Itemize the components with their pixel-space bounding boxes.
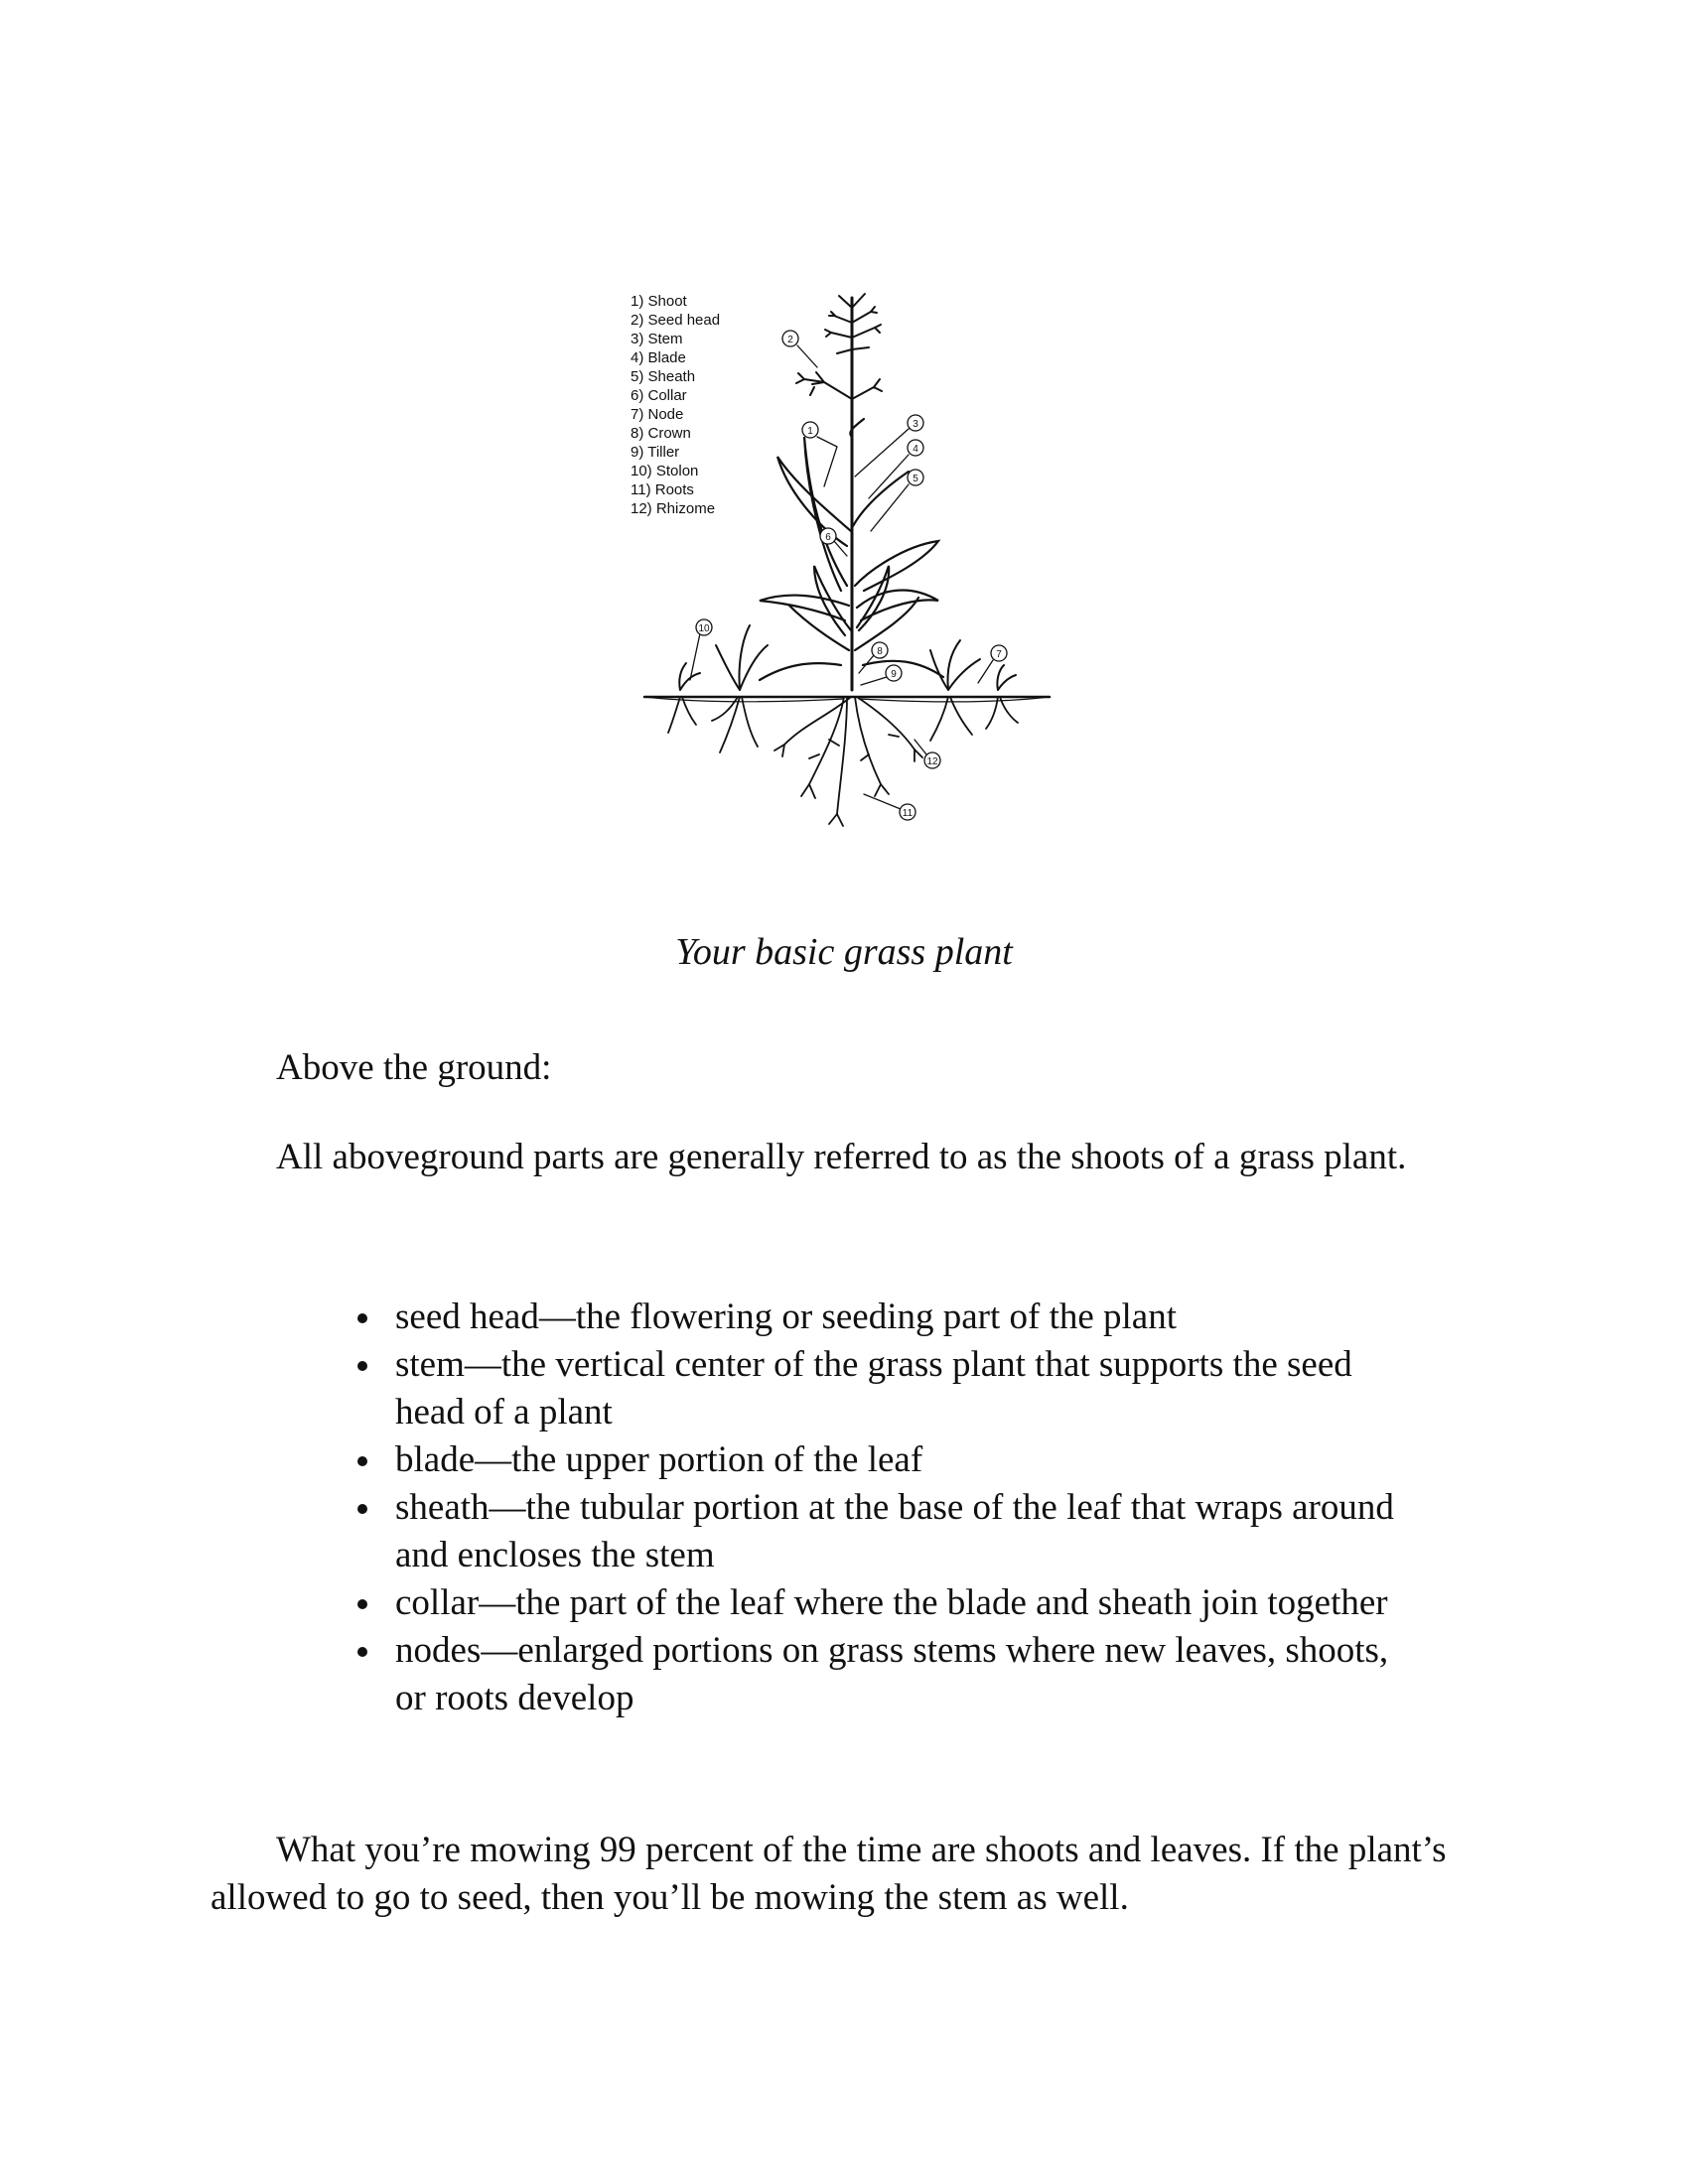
legend-item: 7) Node: [631, 406, 684, 423]
callout-number: 8: [877, 646, 883, 657]
diagram-legend: [631, 293, 720, 517]
legend-item: 1) Shoot: [631, 293, 687, 310]
side-shoots: [679, 625, 1016, 690]
list-item: collar—the part of the leaf where the blade and sheath join together: [355, 1579, 1428, 1627]
closing-paragraph: What you’re mowing 99 percent of the time are shoots and leaves. If the plant’s allowed to go to seed, then you’ll be mowing the stem as well.: [211, 1830, 1447, 1918]
figure-caption: Your basic grass plant: [675, 931, 1013, 973]
legend-item: 11) Roots: [631, 481, 694, 498]
legend-item: 4) Blade: [631, 349, 686, 366]
plant-parts-list: [355, 1294, 1428, 1722]
legend-item: 2) Seed head: [631, 312, 721, 329]
list-item: nodes—enlarged portions on grass stems where new leaves, shoots, or roots develop: [355, 1627, 1428, 1722]
callout-number: 5: [913, 474, 918, 484]
callout-number: 1: [807, 426, 813, 437]
legend-item: 10) Stolon: [631, 463, 699, 479]
callout-number: 3: [913, 419, 918, 430]
list-item: blade—the upper portion of the leaf: [355, 1436, 1428, 1484]
callout-numbers: [698, 335, 1002, 819]
list-item: stem—the vertical center of the grass plant that supports the seed head of a plant: [355, 1341, 1428, 1436]
callout-number: 6: [825, 532, 831, 543]
legend-item: 8) Crown: [631, 425, 691, 442]
callout-number: 12: [926, 756, 938, 767]
callout-number: 11: [902, 808, 914, 819]
legend-item: 6) Collar: [631, 387, 687, 404]
legend-item: 3) Stem: [631, 331, 683, 347]
callout-number: 2: [787, 335, 793, 345]
legend-item: 12) Rhizome: [631, 500, 716, 517]
callout-number: 10: [698, 623, 710, 634]
grass-plant-diagram: [621, 288, 1057, 844]
section-heading: Above the ground:: [276, 1047, 552, 1088]
callout-number: 9: [891, 669, 897, 680]
legend-item: 5) Sheath: [631, 368, 696, 385]
seed-head: [796, 294, 882, 399]
legend-item: 9) Tiller: [631, 444, 680, 461]
callout-number: 4: [913, 444, 918, 455]
list-item: seed head—the flowering or seeding part of the plant: [355, 1294, 1428, 1341]
plant-drawing: [644, 294, 1050, 826]
list-item: sheath—the tubular portion at the base of the leaf that wraps around and encloses the stem: [355, 1484, 1428, 1579]
callout-number: 7: [996, 649, 1002, 660]
intro-paragraph: All aboveground parts are generally referred to as the shoots of a grass plant.: [276, 1137, 1407, 1177]
roots: [644, 697, 1050, 826]
